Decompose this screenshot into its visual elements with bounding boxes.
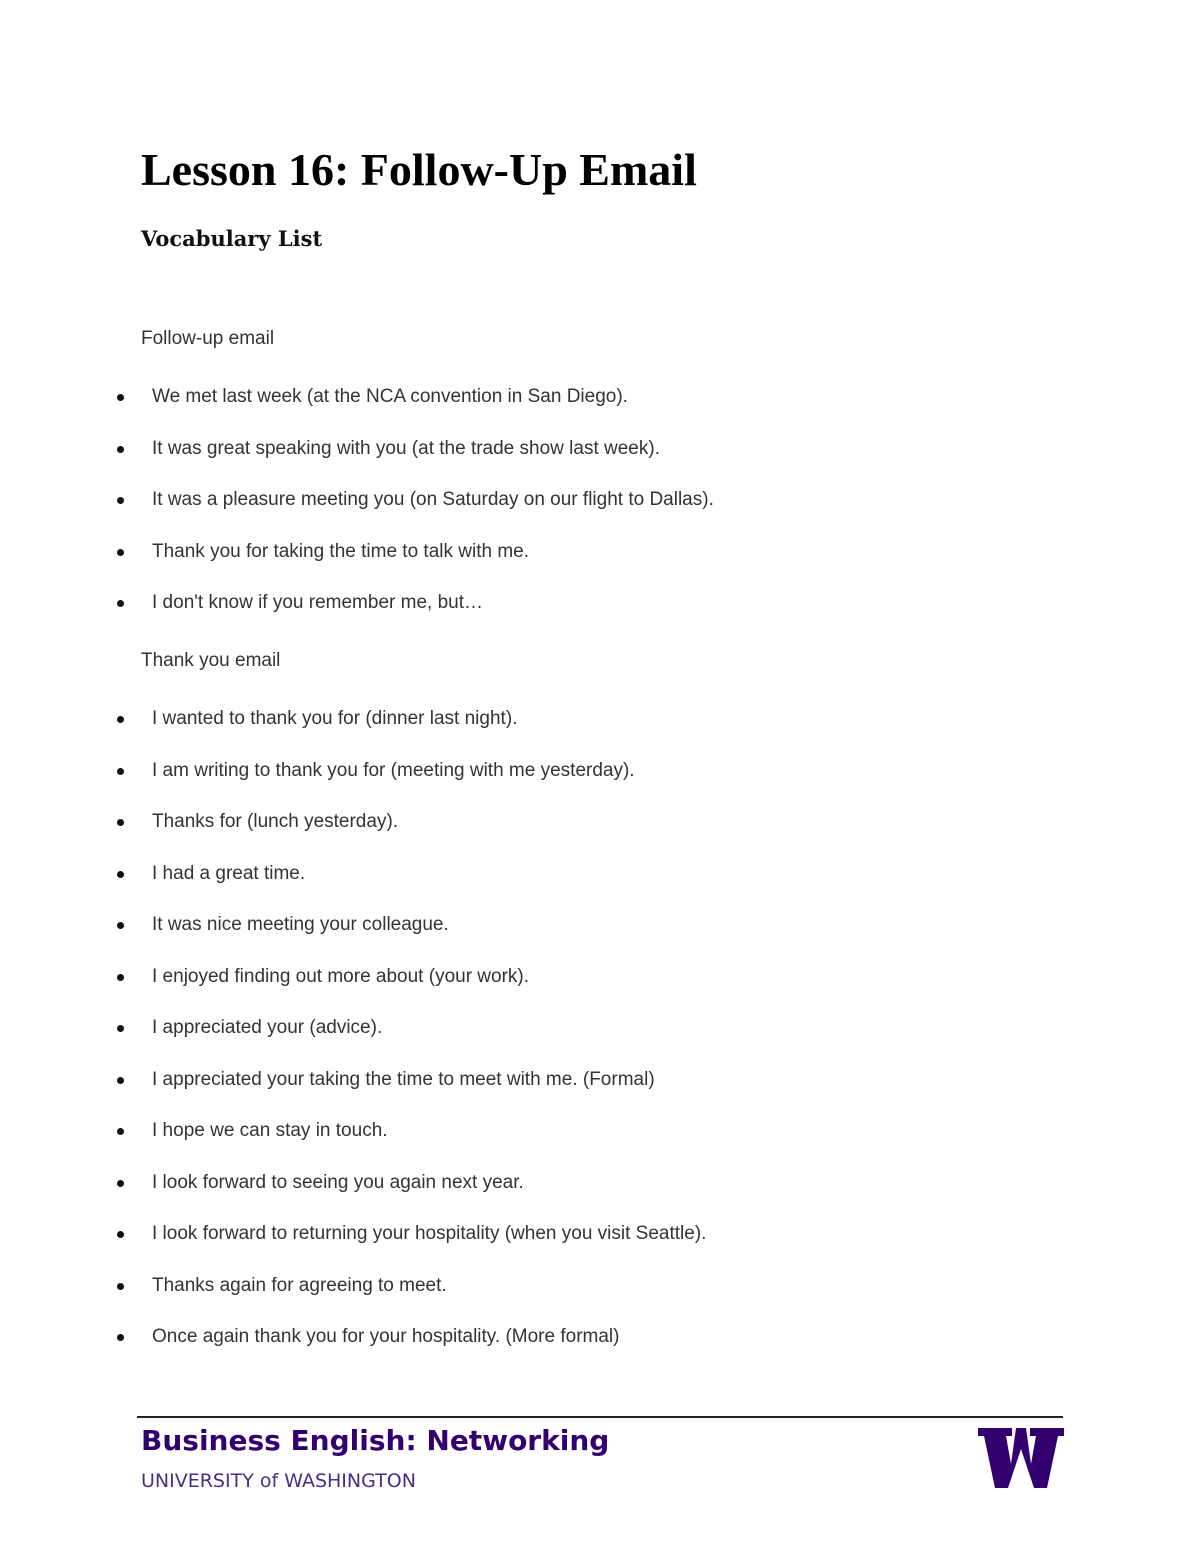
list-item-text: I hope we can stay in touch. [152, 1120, 388, 1141]
bullet-icon [117, 394, 124, 401]
bullet-icon [117, 1128, 124, 1135]
bullet-icon [117, 600, 124, 607]
list-item-text: I am writing to thank you for (meeting with me yesterday). [152, 759, 635, 781]
list-item-text: Thanks again for agreeing to meet. [152, 1274, 447, 1296]
bullet-icon [117, 446, 124, 453]
list-item [0, 590, 714, 642]
bullet-icon [117, 922, 124, 929]
list-item [0, 912, 706, 964]
list-item-text: It was great speaking with you (at the trade show last week). [152, 437, 660, 459]
bullet-icon [117, 549, 124, 556]
list-item-text: I enjoyed finding out more about (your work). [152, 965, 530, 987]
bullet-icon [117, 1077, 124, 1084]
list-item [0, 706, 706, 758]
follow-up-phrase-list [0, 384, 714, 642]
list-item-text: I don't know if you remember me, but… [152, 592, 483, 613]
list-item-text: It was nice meeting your colleague. [152, 914, 449, 935]
list-item [0, 1067, 706, 1119]
page-title: Lesson 16: Follow-Up Email [141, 144, 697, 195]
bullet-icon [117, 1180, 124, 1187]
list-item [0, 1221, 706, 1273]
list-item [0, 1324, 706, 1376]
list-item [0, 964, 706, 1016]
bullet-icon [117, 497, 124, 504]
bullet-icon [117, 716, 124, 723]
list-item [0, 1170, 706, 1222]
footer-divider [137, 1416, 1063, 1418]
bullet-icon [117, 1283, 124, 1290]
list-item-text: It was a pleasure meeting you (on Saturday on our flight to Dallas). [152, 489, 714, 510]
list-item [0, 758, 706, 810]
list-item-text: Thanks for (lunch yesterday). [152, 811, 399, 832]
list-item-text: I had a great time. [152, 862, 306, 884]
bullet-icon [117, 819, 124, 826]
list-item-text: I look forward to returning your hospitality (when you visit Seattle). [152, 1223, 707, 1244]
list-item-text: Once again thank you for your hospitality. (More formal) [152, 1326, 620, 1347]
bullet-icon [117, 1025, 124, 1032]
bullet-icon [117, 871, 124, 878]
list-item [0, 861, 706, 913]
list-item [0, 487, 714, 539]
list-item [0, 1273, 706, 1325]
thank-you-phrase-list [0, 706, 706, 1376]
list-item-text: I appreciated your taking the time to meet with me. (Formal) [152, 1068, 655, 1090]
list-item-text: We met last week (at the NCA convention in San Diego). [152, 386, 628, 407]
list-item-text: I look forward to seeing you again next year. [152, 1171, 524, 1193]
vocabulary-list-subtitle: Vocabulary List [141, 226, 323, 251]
list-item [0, 1118, 706, 1170]
uw-w-logo-icon [978, 1428, 1064, 1488]
bullet-icon [117, 1231, 124, 1238]
list-item [0, 384, 714, 436]
list-item [0, 1015, 706, 1067]
list-item-text: Thank you for taking the time to talk with me. [152, 540, 530, 562]
section-heading-thank-you: Thank you email [141, 650, 281, 671]
list-item [0, 539, 714, 591]
list-item [0, 809, 706, 861]
footer-university-name: UNIVERSITY of WASHINGTON [141, 1470, 416, 1492]
bullet-icon [117, 1334, 124, 1341]
footer-course-title: Business English: Networking [141, 1424, 610, 1457]
section-heading-follow-up: Follow-up email [141, 328, 275, 349]
list-item-text: I appreciated your (advice). [152, 1017, 383, 1038]
list-item [0, 436, 714, 488]
bullet-icon [117, 768, 124, 775]
bullet-icon [117, 974, 124, 981]
list-item-text: I wanted to thank you for (dinner last night). [152, 708, 518, 729]
